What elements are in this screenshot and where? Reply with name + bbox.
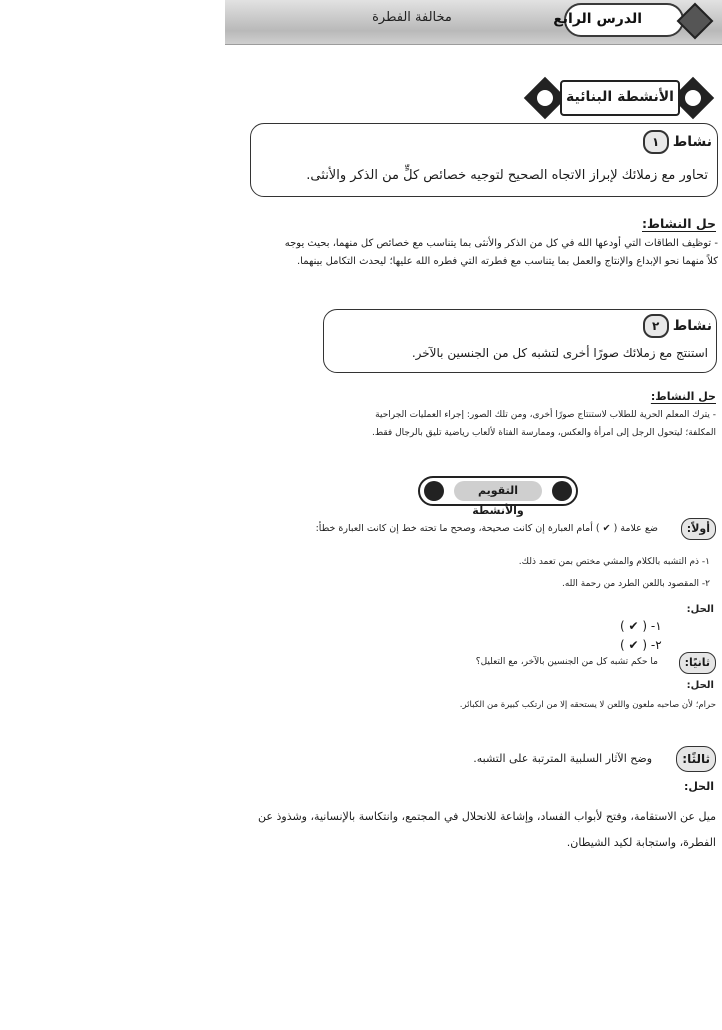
q1-answer-2: ( ✔ ) -٢ xyxy=(620,638,662,652)
lesson-title: الدرس الرابع xyxy=(553,11,642,27)
activity-2-number: ٢ xyxy=(643,314,669,338)
evaluation-banner xyxy=(418,476,578,517)
solution-2-line-2: المكلفة؛ ليتحول الرجل إلى امرأة والعكس، وممارسة الفتاة لألعاب رياضية تليق بالرجال فقط. xyxy=(371,428,716,438)
solution-1-line-2: كلاً منهما نحو الإبداع والإنتاج والعمل بما يتناسب مع فطرته التي فطره الله عليها؛ ليحدث التكامل بينهما. xyxy=(296,256,718,267)
q2-answer: حرام؛ لأن صاحبه ملعون واللعن لا يستحقه إلا من ارتكب كبيرة من الكبائر. xyxy=(459,700,716,710)
q1-answer-1: ( ✔ ) -١ xyxy=(620,619,662,633)
banner-left-ornament-icon xyxy=(424,481,444,501)
q3-badge: ثالثًا: xyxy=(676,746,716,772)
solution-2-heading: حل النشاط: xyxy=(650,390,716,403)
activity-1-number: ١ xyxy=(643,130,669,154)
banner-right-ornament-icon xyxy=(552,481,572,501)
q2-question: ما حكم تشبه كل من الجنسين بالآخر، مع التعليل؟ xyxy=(475,657,658,667)
lesson-tab xyxy=(553,3,684,37)
solution-2-line-1: - يترك المعلم الحرية للطلاب لاستنتاج صورًا أخرى، ومن تلك الصور: إجراء العمليات الجراحية xyxy=(375,410,716,420)
q3-solution-label: الحل: xyxy=(683,780,714,793)
q3-answer-line-1: ميل عن الاستقامة، وفتح لأبواب الفساد، وإشاعة للانحلال في المجتمع، وانتكاسة بالإنسانية، وشذوذ عن xyxy=(258,810,716,823)
q2-solution-label: الحل: xyxy=(686,680,714,691)
header-subject: مخالفة الفطرة xyxy=(372,10,452,25)
evaluation-title: التقويم والأنشطة xyxy=(454,481,542,501)
section-title: الأنشطة البنائية xyxy=(566,89,674,105)
q1-item-2: ٢- المقصود باللعن الطرد من رحمة الله. xyxy=(562,579,710,589)
section-title-box xyxy=(560,80,680,116)
solution-1-line-1: - توظيف الطاقات التي أودعها الله في كل من الذكر والأنثى بما يتناسب مع خصائص كل منهما، بحيث يوجه xyxy=(284,238,718,249)
q1-instruction: ضع علامة ( ✔ ) أمام العبارة إن كانت صحيحة، وصحح ما تحته خط إن كانت العبارة خطأ: xyxy=(315,523,658,534)
q3-answer-line-2: الفطرة، واستجابة لكيد الشيطان. xyxy=(566,836,716,849)
activity-1-tag xyxy=(643,130,712,154)
q1-solution-label: الحل: xyxy=(686,604,714,615)
activity-2-tag xyxy=(643,314,712,338)
q3-question: وضح الآثار السلبية المترتبة على التشبه. xyxy=(473,752,652,765)
activity-1-text: تحاور مع زملائك لإبراز الاتجاه الصحيح لتوجيه خصائص كلٍّ من الذكر والأنثى. xyxy=(306,168,708,183)
q1-badge: أولاً: xyxy=(681,518,716,540)
q1-item-1: ١- ذم التشبه بالكلام والمشي مختص بمن تعمد ذلك. xyxy=(518,557,710,567)
q2-badge: ثانيًا: xyxy=(679,652,716,674)
solution-1-heading: حل النشاط: xyxy=(642,216,716,231)
activity-2-text: استنتج مع زملائك صورًا أخرى لتشبه كل من الجنسين بالآخر. xyxy=(411,346,708,360)
activity-1-label: نشاط xyxy=(672,134,712,150)
activity-2-label: نشاط xyxy=(672,318,712,334)
